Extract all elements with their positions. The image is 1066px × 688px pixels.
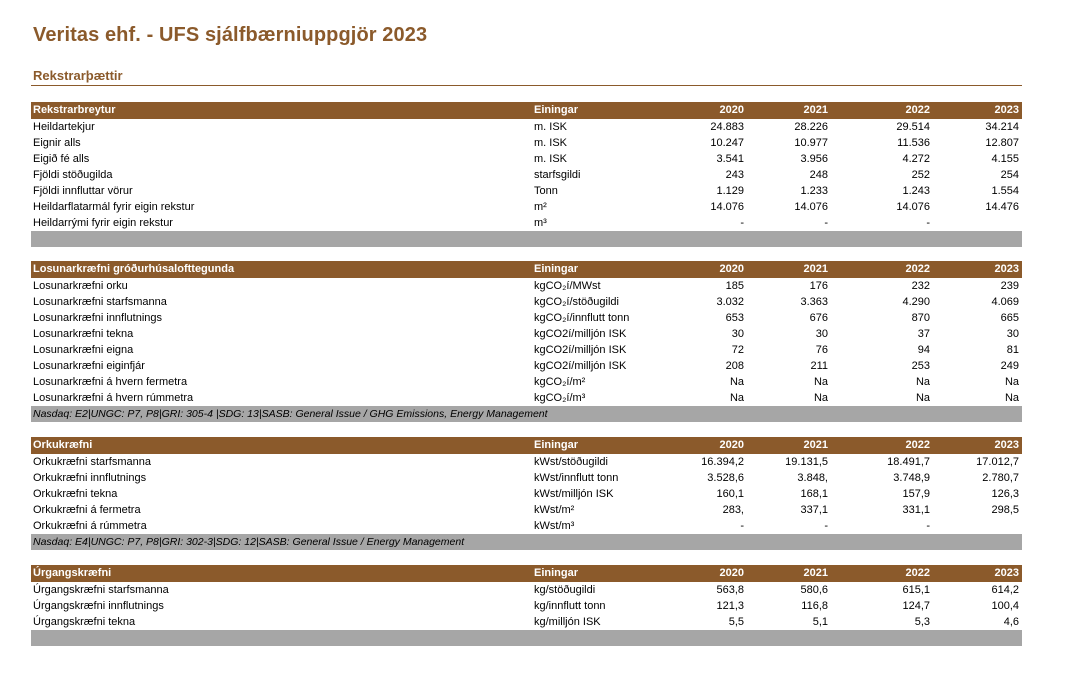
table-row — [31, 614, 1022, 630]
row-label: Heildarflatarmál fyrir eigin rekstur — [33, 201, 195, 213]
value-2020: 3.528,6 — [707, 472, 744, 484]
header-value-2023: 2023 — [994, 263, 1019, 275]
row-label: Orkukræfni á rúmmetra — [33, 520, 147, 532]
row-label: Losunarkræfni tekna — [33, 328, 134, 340]
value-2021: 3.848, — [797, 472, 828, 484]
header-value-2020: 2020 — [719, 439, 744, 451]
value-2023: 4.069 — [991, 296, 1019, 308]
table-row — [31, 310, 1022, 326]
value-2022: 3.748,9 — [893, 472, 930, 484]
row-label: Orkukræfni starfsmanna — [33, 456, 151, 468]
value-2020: 160,1 — [716, 488, 744, 500]
unit: m. ISK — [534, 121, 568, 133]
table-footer-bar — [31, 231, 1022, 247]
value-2020: 208 — [725, 360, 744, 372]
value-2022: Na — [915, 376, 930, 388]
table-row — [31, 470, 1022, 486]
value-2020: 653 — [725, 312, 744, 324]
unit: m. ISK — [534, 153, 568, 165]
value-2022: - — [926, 520, 930, 532]
header-row-label: Úrgangskræfni — [33, 567, 112, 579]
header-value-2023: 2023 — [994, 567, 1019, 579]
value-2020: 1.129 — [716, 185, 744, 197]
row-label: Eigið fé alls — [33, 153, 90, 165]
header-unit: Einingar — [534, 567, 579, 579]
value-2023: 1.554 — [991, 185, 1019, 197]
header-row-label: Losunarkræfni gróðurhúsalofttegunda — [33, 263, 235, 275]
data-table-1 — [31, 102, 1022, 247]
unit: m² — [534, 201, 547, 213]
value-2020: 30 — [731, 328, 744, 340]
unit: starfsgildi — [534, 169, 581, 181]
value-2021: Na — [813, 376, 828, 388]
row-label: Orkukræfni tekna — [33, 488, 118, 500]
header-row-label: Orkukræfni — [33, 439, 93, 451]
section-subtitle: Rekstrarþættir — [33, 68, 123, 83]
header-value-2020: 2020 — [719, 567, 744, 579]
value-2022: 4.290 — [902, 296, 930, 308]
table-row — [31, 326, 1022, 342]
table-row — [31, 215, 1022, 231]
row-label: Losunarkræfni á hvern rúmmetra — [33, 392, 194, 404]
value-2020: 3.032 — [716, 296, 744, 308]
value-2023: 12.807 — [985, 137, 1019, 149]
value-2022: 124,7 — [902, 600, 930, 612]
value-2020: 16.394,2 — [701, 456, 744, 468]
header-value-2022: 2022 — [905, 567, 930, 579]
header-value-2020: 2020 — [719, 263, 744, 275]
header-value-2023: 2023 — [994, 439, 1019, 451]
value-2022: - — [926, 217, 930, 229]
value-2022: 18.491,7 — [887, 456, 930, 468]
row-label: Úrgangskræfni starfsmanna — [33, 584, 169, 596]
table-row — [31, 390, 1022, 406]
value-2023: 239 — [1000, 280, 1019, 292]
unit: kWst/stöðugildi — [534, 456, 608, 468]
table-row — [31, 582, 1022, 598]
header-value-2021: 2021 — [803, 567, 828, 579]
value-2022: 94 — [917, 344, 930, 356]
value-2023: 298,5 — [991, 504, 1019, 516]
subtitle-divider — [31, 85, 1022, 86]
table-row — [31, 294, 1022, 310]
unit: kgCO₂í/MWst — [534, 280, 601, 292]
unit: kg/milljón ISK — [534, 616, 601, 628]
value-2022: 615,1 — [902, 584, 930, 596]
header-value-2020: 2020 — [719, 104, 744, 116]
value-2023: 100,4 — [991, 600, 1019, 612]
value-2022: 4.272 — [902, 153, 930, 165]
header-value-2023: 2023 — [994, 104, 1019, 116]
value-2023: 14.476 — [985, 201, 1019, 213]
unit: kgCO₂í/m² — [534, 376, 586, 388]
value-2021: 1.233 — [800, 185, 828, 197]
row-label: Losunarkræfni innflutnings — [33, 312, 163, 324]
value-2021: 176 — [809, 280, 828, 292]
unit: Tonn — [534, 185, 558, 197]
value-2022: 14.076 — [896, 201, 930, 213]
unit: kgCO₂í/stöðugildi — [534, 296, 619, 308]
value-2023: 254 — [1000, 169, 1019, 181]
value-2020: 14.076 — [710, 201, 744, 213]
header-value-2021: 2021 — [803, 104, 828, 116]
value-2020: 5,5 — [728, 616, 744, 628]
value-2023: 17.012,7 — [976, 456, 1019, 468]
value-2020: 283, — [722, 504, 744, 516]
table-row — [31, 278, 1022, 294]
table-row — [31, 342, 1022, 358]
value-2020: 121,3 — [716, 600, 744, 612]
unit: kWst/m² — [534, 504, 575, 516]
unit: m³ — [534, 217, 547, 229]
value-2023: 81 — [1006, 344, 1019, 356]
unit: kg/stöðugildi — [534, 584, 596, 596]
value-2021: 28.226 — [794, 121, 828, 133]
value-2021: 14.076 — [794, 201, 828, 213]
value-2021: 116,8 — [801, 600, 828, 612]
value-2020: 243 — [725, 169, 744, 181]
value-2022: 11.536 — [897, 137, 930, 149]
table-header — [31, 261, 1022, 278]
value-2021: - — [824, 520, 828, 532]
value-2022: 37 — [917, 328, 930, 340]
unit: m. ISK — [534, 137, 568, 149]
value-2021: 19.131,5 — [785, 456, 828, 468]
value-2023: 665 — [1000, 312, 1019, 324]
value-2022: 253 — [911, 360, 930, 372]
row-label: Úrgangskræfni tekna — [33, 616, 136, 628]
value-2022: 331,1 — [902, 504, 930, 516]
value-2021: 3.956 — [800, 153, 828, 165]
value-2023: Na — [1004, 376, 1019, 388]
row-label: Fjöldi innfluttar vörur — [33, 185, 133, 197]
value-2020: 185 — [725, 280, 744, 292]
value-2023: 614,2 — [991, 584, 1019, 596]
table-row — [31, 598, 1022, 614]
table-header — [31, 437, 1022, 454]
unit: kWst/milljón ISK — [534, 488, 614, 500]
value-2021: 3.363 — [800, 296, 828, 308]
header-value-2022: 2022 — [905, 263, 930, 275]
value-2021: 337,1 — [800, 504, 828, 516]
unit: kgCO2í/milljón ISK — [534, 360, 627, 372]
value-2021: Na — [813, 392, 828, 404]
row-label: Orkukræfni innflutnings — [33, 472, 147, 484]
value-2021: 76 — [815, 344, 828, 356]
value-2020: 24.883 — [710, 121, 744, 133]
header-value-2022: 2022 — [905, 439, 930, 451]
footer-reference: Nasdaq: E4|UNGC: P7, P8|GRI: 302-3|SDG: 12|SASB: General Issue / Energy Management — [33, 536, 465, 548]
table-row — [31, 518, 1022, 534]
value-2021: 30 — [815, 328, 828, 340]
value-2023: 126,3 — [991, 488, 1019, 500]
value-2021: 248 — [809, 169, 828, 181]
table-row — [31, 358, 1022, 374]
unit: kgCO2í/milljón ISK — [534, 344, 627, 356]
unit: kg/innflutt tonn — [534, 600, 606, 612]
table-footer-bar — [31, 534, 1022, 550]
value-2023: 249 — [1000, 360, 1019, 372]
value-2021: 10.977 — [794, 137, 828, 149]
row-label: Fjöldi stöðugilda — [33, 169, 113, 181]
value-2021: 580,6 — [800, 584, 828, 596]
unit: kWst/m³ — [534, 520, 575, 532]
row-label: Eignir alls — [33, 137, 81, 149]
row-label: Losunarkræfni á hvern fermetra — [33, 376, 188, 388]
value-2022: Na — [915, 392, 930, 404]
table-row — [31, 135, 1022, 151]
table-row — [31, 119, 1022, 135]
value-2022: 1.243 — [902, 185, 930, 197]
data-table-3 — [31, 437, 1022, 550]
value-2021: 211 — [810, 360, 828, 372]
value-2021: - — [824, 217, 828, 229]
table-header — [31, 102, 1022, 119]
value-2023: 30 — [1006, 328, 1019, 340]
value-2023: Na — [1004, 392, 1019, 404]
table-footer-bar — [31, 630, 1022, 646]
row-label: Losunarkræfni eiginfjár — [33, 360, 145, 372]
table-row — [31, 199, 1022, 215]
table-row — [31, 486, 1022, 502]
row-label: Losunarkræfni starfsmanna — [33, 296, 167, 308]
value-2022: 5,3 — [914, 616, 930, 628]
header-value-2021: 2021 — [803, 263, 828, 275]
header-unit: Einingar — [534, 104, 579, 116]
data-table-4 — [31, 565, 1022, 646]
table-header — [31, 565, 1022, 582]
value-2022: 157,9 — [902, 488, 930, 500]
data-table-2 — [31, 261, 1022, 422]
value-2020: Na — [729, 392, 744, 404]
value-2022: 232 — [911, 280, 930, 292]
value-2020: 10.247 — [710, 137, 744, 149]
page-title: Veritas ehf. - UFS sjálfbærniuppgjör 2023 — [33, 24, 428, 46]
header-unit: Einingar — [534, 439, 579, 451]
row-label: Losunarkræfni orku — [33, 280, 128, 292]
value-2021: 168,1 — [800, 488, 828, 500]
header-value-2022: 2022 — [905, 104, 930, 116]
value-2020: 72 — [731, 344, 744, 356]
header-value-2021: 2021 — [803, 439, 828, 451]
table-row — [31, 502, 1022, 518]
table-row — [31, 167, 1022, 183]
value-2023: 4.155 — [991, 153, 1019, 165]
table-row — [31, 454, 1022, 470]
value-2021: 676 — [809, 312, 828, 324]
value-2021: 5,1 — [812, 616, 828, 628]
row-label: Losunarkræfni eigna — [33, 344, 134, 356]
unit: kgCO2í/milljón ISK — [534, 328, 627, 340]
unit: kgCO₂í/innflutt tonn — [534, 312, 630, 324]
value-2020: 3.541 — [716, 153, 744, 165]
value-2020: 563,8 — [716, 584, 744, 596]
value-2022: 870 — [911, 312, 930, 324]
row-label: Heildartekjur — [33, 121, 95, 133]
table-row — [31, 183, 1022, 199]
footer-reference: Nasdaq: E2|UNGC: P7, P8|GRI: 305-4 |SDG: 13|SASB: General Issue / GHG Emissions, Energy Management — [33, 408, 548, 420]
unit: kgCO₂í/m³ — [534, 392, 586, 404]
table-row — [31, 151, 1022, 167]
value-2022: 252 — [911, 169, 930, 181]
row-label: Orkukræfni á fermetra — [33, 504, 141, 516]
row-label: Úrgangskræfni innflutnings — [33, 600, 164, 612]
value-2023: 2.780,7 — [982, 472, 1019, 484]
header-row-label: Rekstrarbreytur — [33, 104, 116, 116]
value-2020: - — [740, 520, 744, 532]
header-unit: Einingar — [534, 263, 579, 275]
value-2020: - — [740, 217, 744, 229]
value-2020: Na — [729, 376, 744, 388]
unit: kWst/innflutt tonn — [534, 472, 619, 484]
value-2023: 34.214 — [985, 121, 1019, 133]
value-2022: 29.514 — [896, 121, 930, 133]
table-row — [31, 374, 1022, 390]
row-label: Heildarrými fyrir eigin rekstur — [33, 217, 173, 229]
value-2023: 4,6 — [1003, 616, 1019, 628]
table-footer-bar — [31, 406, 1022, 422]
